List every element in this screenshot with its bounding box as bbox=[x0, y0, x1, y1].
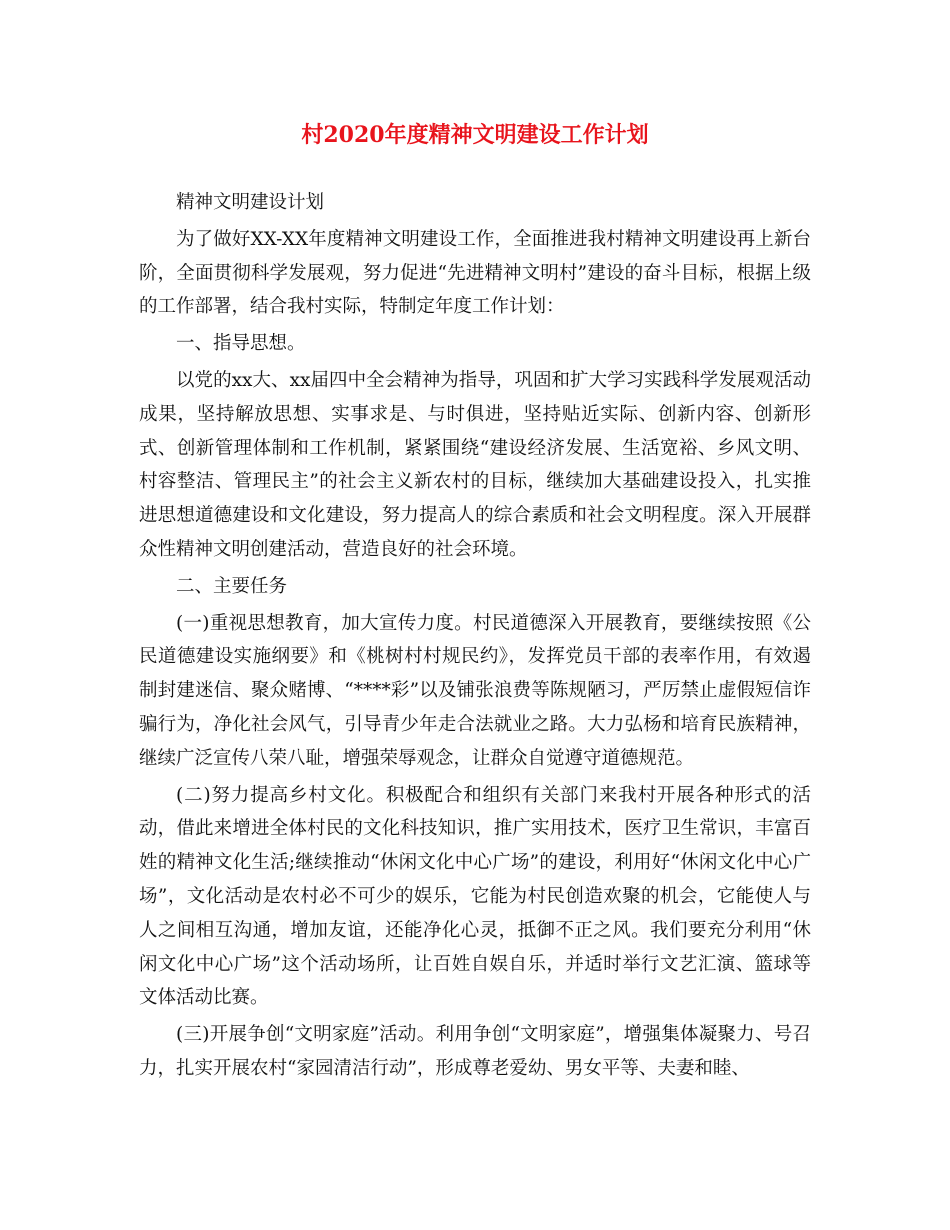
paragraph-task-1: (一)重视思想教育，加大宣传力度。村民道德深入开展教育，要继续按照《公民道德建设实施纲要》和《桃树村村规民约》，发挥党员干部的表率作用，有效遏制封建迷信、聚众赌博、“****彩”以及铺张浪费等陈规陋习，严厉禁止虚假短信诈骗行为，净化社会风气，引导青少年走合法就业之路。大力弘杨和培育民族精神，继续广泛宣传八荣八耻，增强荣辱观念，让群众自觉遵守道德规范。 bbox=[139, 612, 811, 769]
paragraph-task-3: (三)开展争创“文明家庭”活动。利用争创“文明家庭”，增强集体凝聚力、号召力，扎实开展农村“家园清洁行动”，形成尊老爱幼、男女平等、夫妻和睦、 bbox=[139, 1024, 811, 1079]
paragraph-task-2: (二)努力提高乡村文化。积极配合和组织有关部门来我村开展各种形式的活动，借此来增进全体村民的文化科技知识，推广实用技术，医疗卫生常识，丰富百姓的精神文化生活;继续推动“休闲文化中心广场”的建设，利用好“休闲文化中心广场”，文化活动是农村必不可少的娱乐，它能为村民创造欢聚的机会，它能使人与人之间相互沟通，增加友谊，还能净化心灵，抵御不正之风。我们要充分利用“休闲文化中心广场”这个活动场所，让百姓自娱自乐，并适时举行文艺汇演、篮球等文体活动比赛。 bbox=[139, 784, 811, 1009]
document-title: 村2020年度精神文明建设工作计划 bbox=[301, 122, 649, 148]
document-body bbox=[139, 186, 811, 1089]
paragraph-guiding-thought: 以党的xx大、xx届四中全会精神为指导，巩固和扩大学习实践科学发展观活动成果，坚持解放思想、实事求是、与时俱进，坚持贴近实际、创新内容、创新形式、创新管理体制和工作机制，紧紧围绕“建设经济发展、生活宽裕、乡风文明、村容整洁、管理民主”的社会主义新农村的目标，继续加大基础建设投入，扎实推进思想道德建设和文化建设，努力提高人的综合素质和社会文明程度。深入开展群众性精神文明创建活动，营造良好的社会环境。 bbox=[139, 369, 811, 560]
section-heading-main-tasks: 二、主要任务 bbox=[176, 575, 288, 597]
paragraph-intro: 为了做好XX-XX年度精神文明建设工作，全面推进我村精神文明建设再上新台阶，全面贯彻科学发展观，努力促进“先进精神文明村”建设的奋斗目标，根据上级的工作部署，结合我村实际，特制定年度工作计划： bbox=[139, 228, 811, 318]
paragraph-subtitle: 精神文明建设计划 bbox=[176, 192, 325, 213]
section-heading-guiding-thought: 一、指导思想。 bbox=[176, 333, 306, 355]
